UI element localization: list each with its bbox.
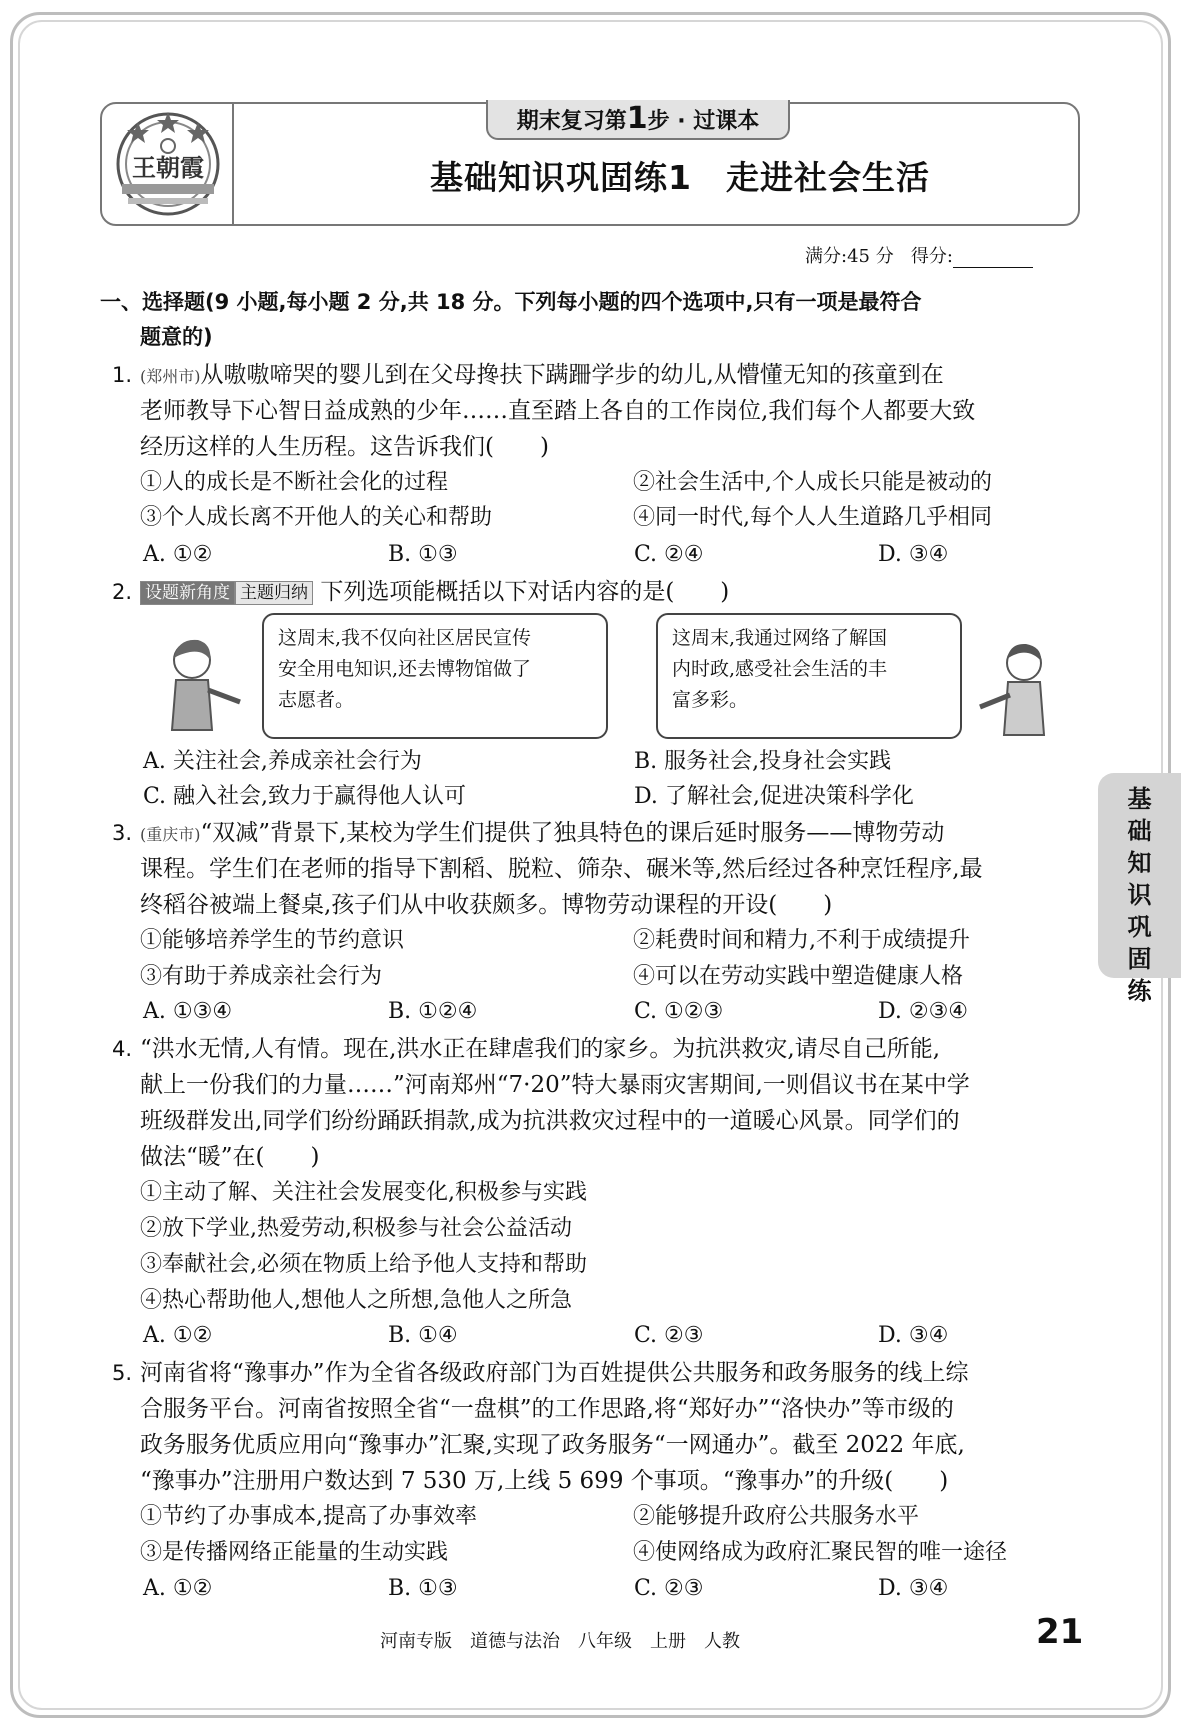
q2-tag-theme: 主题归纳 [235,581,313,605]
boy-illustration [970,635,1060,740]
score-line [805,242,1033,268]
q5-number: 5. [112,1361,133,1385]
q1-line3: 经历这样的人生历程。这告诉我们( ) [140,434,549,460]
q1-statement-3: ③个人成长离不开他人的关心和帮助 [140,505,493,530]
q1-number: 1. [112,363,133,387]
q3-line2: 课程。学生们在老师的指导下割稻、脱粒、筛杂、碾米等,然后经过各种烹饪程序,最 [140,856,983,882]
q4-option-d[interactable]: D. ③④ [878,1323,949,1348]
q4-line1: 4. “洪水无情,人有情。现在,洪水正在肆虐我们的家乡。为抗洪救灾,请尽自己所能, [112,1036,941,1062]
q2-option-a[interactable]: A. 关注社会,养成亲社会行为 [143,749,422,774]
q3-option-d[interactable]: D. ②③④ [878,999,969,1024]
q3-option-a[interactable]: A. ①③④ [143,999,233,1024]
q5-option-c[interactable]: C. ②③ [634,1576,704,1601]
q1-option-b[interactable]: B. ①③ [388,542,458,567]
q1-source: (郑州市) [140,367,201,386]
footer-text: 河南专版 道德与法治 八年级 上册 人教 [380,1631,740,1652]
q1-line1: 1. (郑州市)从嗷嗷啼哭的婴儿到在父母搀扶下蹒跚学步的幼儿,从懵懂无知的孩童到在 [112,362,944,388]
q4-number: 4. [112,1037,133,1061]
q2-option-d[interactable]: D. 了解社会,促进决策科学化 [634,784,914,809]
q1-line2: 老师教导下心智日益成熟的少年……直至踏上各自的工作岗位,我们每个人都要大致 [140,398,976,424]
q2-number: 2. [112,580,133,604]
q4-line4: 做法“暖”在( ) [140,1144,320,1170]
q5-option-b[interactable]: B. ①③ [388,1576,458,1601]
q1-option-a[interactable]: A. ①② [143,542,213,567]
q3-option-c[interactable]: C. ①②③ [634,999,724,1024]
q5-statement-4: ④使网络成为政府汇聚民智的唯一途径 [633,1540,1008,1565]
q2-tag-new-angle: 设题新角度 [140,581,235,605]
q4-statement-1: ①主动了解、关注社会发展变化,积极参与实践 [140,1180,587,1205]
q2-line1: 2. 设题新角度 主题归纳 下列选项能概括以下对话内容的是( ) [112,579,730,605]
q5-line3: 政务服务优质应用向“豫事办”汇聚,实现了政务服务“一网通办”。截至 2022 年底, [140,1432,965,1458]
q3-line3: 终稻谷被端上餐桌,孩子们从中收获颇多。博物劳动课程的开设( ) [140,892,833,918]
full-score: 满分:45 分 [805,246,894,267]
q2-option-b[interactable]: B. 服务社会,投身社会实践 [634,749,892,774]
q2-option-c[interactable]: C. 融入社会,致力于赢得他人认可 [143,784,467,809]
q4-line3: 班级群发出,同学们纷纷踊跃捐款,成为抗洪救灾过程中的一道暖心风景。同学们的 [140,1108,960,1134]
q3-statement-3: ③有助于养成亲社会行为 [140,964,383,989]
step-tab: 期末复习第1步 · 过课本 [486,100,790,140]
q5-option-a[interactable]: A. ①② [143,1576,213,1601]
girl-illustration [160,630,250,740]
q5-statement-1: ①节约了办事成本,提高了办事效率 [140,1504,477,1529]
q3-statement-4: ④可以在劳动实践中塑造健康人格 [633,964,964,989]
q5-statement-3: ③是传播网络正能量的生动实践 [140,1540,449,1565]
q1-option-c[interactable]: C. ②④ [634,542,704,567]
q1-option-d[interactable]: D. ③④ [878,542,949,567]
q5-line1: 5. 河南省将“豫事办”作为全省各级政府部门为百姓提供公共服务和政务服务的线上综 [112,1360,969,1386]
q3-option-b[interactable]: B. ①②④ [388,999,478,1024]
q3-source: (重庆市) [140,825,201,844]
q5-line2: 合服务平台。河南省按照全省“一盘棋”的工作思路,将“郑好办”“洛快办”等市级的 [140,1396,954,1422]
q3-line1: 3. (重庆市)“双减”背景下,某校为学生们提供了独具特色的课后延时服务——博物劳动 [112,820,945,846]
q4-option-c[interactable]: C. ②③ [634,1323,704,1348]
logo-text: 王朝霞 [132,153,204,182]
speech-bubble-left: 这周末,我不仅向社区居民宣传 安全用电知识,还去博物馆做了 志愿者。 [262,613,608,739]
page-number: 21 [1036,1612,1084,1652]
section-heading: 一、选择题(9 小题,每小题 2 分,共 18 分。下列每小题的四个选项中,只有一项是最符合 [100,290,922,314]
got-score-label: 得分: [910,246,953,267]
logo-divider [232,104,234,224]
q3-statement-1: ①能够培养学生的节约意识 [140,928,405,953]
q5-option-d[interactable]: D. ③④ [878,1576,949,1601]
q5-line4: “豫事办”注册用户数达到 7 530 万,上线 5 699 个事项。“豫事办”的升级( ) [140,1468,949,1494]
q4-statement-4: ④热心帮助他人,想他人之所想,急他人之所急 [140,1288,572,1313]
q4-option-a[interactable]: A. ①② [143,1323,213,1348]
q5-statement-2: ②能够提升政府公共服务水平 [633,1504,920,1529]
section-heading-cont: 题意的) [140,325,213,349]
q1-statement-2: ②社会生活中,个人成长只能是被动的 [633,470,992,495]
q3-number: 3. [112,821,133,845]
logo-seal [108,106,228,222]
q3-statement-2: ②耗费时间和精力,不利于成绩提升 [633,928,970,953]
q4-statement-2: ②放下学业,热爱劳动,积极参与社会公益活动 [140,1216,572,1241]
score-blank[interactable] [953,249,1033,268]
q4-statement-3: ③奉献社会,必须在物质上给予他人支持和帮助 [140,1252,587,1277]
q4-line2: 献上一份我们的力量……”河南郑州“7·20”特大暴雨灾害期间,一则倡议书在某中学 [140,1072,970,1098]
q1-statement-4: ④同一时代,每个人人生道路几乎相同 [633,505,992,530]
speech-bubble-right: 这周末,我通过网络了解国 内时政,感受社会生活的丰 富多彩。 [656,613,962,739]
q1-statement-1: ①人的成长是不断社会化的过程 [140,470,449,495]
q4-option-b[interactable]: B. ①④ [388,1323,458,1348]
side-tab: 基 础 知 识 巩 固 练 [1098,773,1181,978]
page-title: 基础知识巩固练1 走进社会生活 [430,158,930,197]
